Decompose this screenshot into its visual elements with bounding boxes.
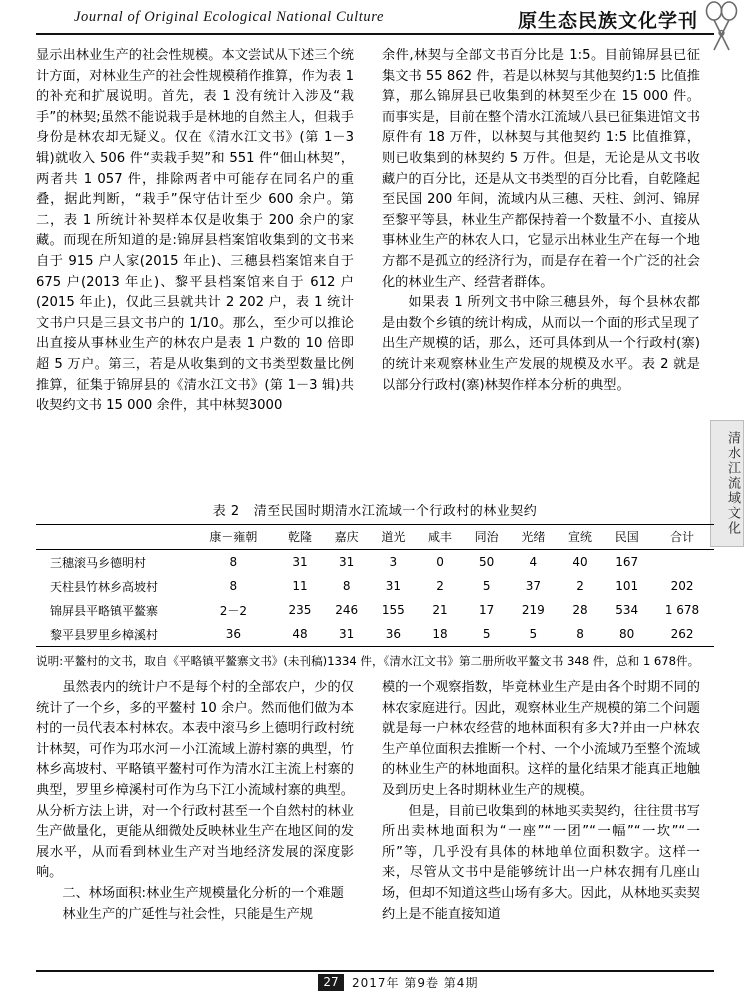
column-header: 民国	[603, 525, 650, 550]
table-row	[36, 574, 714, 598]
cell: 17	[479, 603, 495, 617]
paragraph: 如果表 1 所列文书中除三穗县外，每个县林农都是由数个乡镇的统计构成，从而以一个面的形式呈现了出生产规模的话，那么，还可具体到从一个行政村(寨)的统计来观察林业生产发展的规模及水平。表 2 就是以部分行政村(寨)林契作样本分析的典型。	[382, 295, 700, 393]
cell	[650, 550, 714, 575]
cell: 37	[525, 579, 541, 593]
paragraph: 模的一个观察指数，毕竟林业生产是由各个时期不同的林农家庭进行。因此，观察林业生产规模的第二个问题就是每一户林农经营的地林面积有多大?并由一户林农生产单位面积去推断一个村、一个小流域乃至整个流域的林业生产的林地面积。这样的量化结果才能真正地触及到历史上各时期林业生产的规模。	[382, 680, 700, 798]
table-block	[36, 500, 714, 670]
column-header: 光绪	[510, 525, 557, 550]
cell: 18	[417, 622, 464, 647]
cell-village: 锦屏县平略镇平鳌寨	[50, 603, 159, 618]
cell: 21	[432, 603, 448, 617]
cell: 28	[572, 603, 588, 617]
page-number: 27	[318, 974, 344, 991]
body-column-left	[36, 46, 354, 417]
paragraph: 余件,林契与全部文书百分比是 1:5。目前锦屏县已征集文书 55 862 件，若是以林契与其他契约1:5 比值推算，那么锦屏县已收集到的林契至少在 15 000 件。而事实是，目前在整个清水江流域八县已征集进馆文书原件有 18 万件，以林契与其他契约 1:5 比值推算，则已收集到的林契约 5 万件。但是，无论是从文书收藏户的百分比，还是从文书类型的百分比看，自乾隆起至民国 200 年间，流域内从三穗、天柱、剑河、锦屏至黎平等县，林业生产都保持着一个数量不小、直接从事林业生产的林农人口，它显示出林业生产在每一个地方都不是孤立的经济行为，而是存在着一个广泛的社会化的林业生产、经营者群体。	[382, 48, 700, 290]
issue-info: 2017年 第9卷 第4期	[352, 976, 479, 990]
cell: 40	[557, 550, 604, 575]
cell: 2－2	[219, 603, 247, 618]
cell: 31	[323, 622, 370, 647]
paragraph: 林业生产的广延性与社会性，只能是生产规	[62, 906, 313, 922]
cell: 246	[335, 603, 359, 617]
cell: 1 678	[664, 603, 700, 617]
cell: 0	[417, 550, 464, 575]
column-header: 康－雍朝	[190, 525, 277, 550]
journal-title-chinese: 原生态民族文化学刊	[517, 10, 698, 32]
column-header: 乾隆	[277, 525, 324, 550]
cell: 8	[190, 550, 277, 575]
table-header-row	[36, 525, 714, 550]
cell: 5	[482, 579, 491, 593]
header-divider	[36, 33, 714, 35]
cell: 4	[510, 550, 557, 575]
scissors-ornament-icon	[700, 0, 744, 60]
body-column-right	[382, 46, 700, 396]
forest-contracts-table	[36, 524, 714, 647]
cell: 50	[463, 550, 510, 575]
column-header: 合计	[650, 525, 714, 550]
column-header: 咸丰	[417, 525, 464, 550]
section-heading: 二、林场面积:林业生产规模量化分析的一个难题	[62, 885, 344, 901]
cell: 3	[370, 550, 417, 575]
column-header: 嘉庆	[323, 525, 370, 550]
cell: 11	[292, 579, 308, 593]
column-header: 道光	[370, 525, 417, 550]
cell: 8	[229, 579, 238, 593]
section-side-tab: 清水江流域文化	[710, 420, 744, 547]
cell: 2	[576, 579, 584, 593]
table-note: 说明:平鳌村的文书，取自《平略镇平鳌寨文书》(未刊稿)1334 件，《清水江文书》第二册所收平鳌文书 348 件，总和 1 678件。	[36, 654, 700, 668]
cell: 101	[615, 579, 639, 593]
cell: 235	[288, 603, 312, 617]
table-number: 表 2	[212, 504, 240, 519]
cell: 202	[670, 579, 694, 593]
cell: 5	[510, 622, 557, 647]
page-footer	[0, 970, 750, 994]
cell-village: 三穗滚马乡德明村	[36, 550, 190, 575]
paragraph: 显示出林业生产的社会性规模。本文尝试从下述三个统计方面，对林业生产的社会性规模稍作推算，作为表 1 的补充和扩展说明。首先，表 1 没有统计入涉及“栽手”的林契;虽然不能说栽手是林地的自然主人，但栽手身份是林农却无疑义。仅在《清水江文书》(第 1－3 辑)就收入 506 件“卖栽手契”和 551 件“佃山林契”，两者共 1 057 件，排除两者中可能存在同名户的重叠，据此判断，“栽手”保守估计至少 600 余户。第二，表 1 所统计补契样本仅是收集于 200 余户的家藏。而现在所知道的是:锦屏县档案馆收集到的文书来自于 915 户人家(2015 年止)、三穗县档案馆来自于 675 户(2013 年止)、黎平县档案馆来自于 612 户(2015 年止)，仅此三县就共计 2 202 户，表 1 统计文书户只是三县文书户的 1/10。那么，至少可以推论出直接从事林业生产的林农户是表 1 户数的 10 倍即超 5 万户。第三，若是从收集到的文书类型数量比例推算，征集于锦屏县的《清水江文书》(第 1－3 辑)共收契约文书 15 000 余件，其中林契3000	[36, 48, 354, 414]
cell: 31	[385, 579, 401, 593]
table-caption	[36, 500, 714, 519]
cell: 80	[603, 622, 650, 647]
cell: 155	[381, 603, 405, 617]
lower-column-left	[36, 678, 354, 925]
cell-village: 黎平县罗里乡樟溪村	[36, 622, 190, 647]
cell: 31	[277, 550, 324, 575]
paragraph: 但是，目前已收集到的林地买卖契约，往往贯书写所出卖林地面积为“一座”“一团”“一幅”“一坎”“一所”等，几乎没有具体的林地单位面积数字。这样一来，尽管从文书中是能够统计出一户林农拥有几座山场，但却不知道这些山场有多大。因此，从林地买卖契约上是不能直接知道	[382, 803, 700, 922]
lower-column-right	[382, 678, 700, 925]
cell: 36	[190, 622, 277, 647]
page-header	[0, 0, 750, 38]
table-title-text: 清至民国时期清水江流域一个行政村的林业契约	[253, 504, 538, 519]
journal-title-english: Journal of Original Ecological National Culture	[74, 9, 385, 25]
table-row	[36, 622, 714, 647]
cell: 534	[615, 603, 639, 617]
cell: 8	[342, 579, 351, 593]
cell: 167	[603, 550, 650, 575]
cell: 219	[521, 603, 545, 617]
cell-village: 天柱县竹林乡高坡村	[50, 579, 159, 594]
column-header: 宣统	[557, 525, 604, 550]
cell: 5	[463, 622, 510, 647]
column-header: 同治	[463, 525, 510, 550]
footer-divider	[36, 970, 714, 972]
table-row	[36, 598, 714, 622]
table-row	[36, 550, 714, 575]
cell: 262	[650, 622, 714, 647]
column-header	[36, 525, 190, 550]
cell: 48	[277, 622, 324, 647]
cell: 31	[323, 550, 370, 575]
cell: 8	[557, 622, 604, 647]
cell: 2	[436, 579, 444, 593]
cell: 36	[370, 622, 417, 647]
paragraph: 虽然表内的统计户不是每个村的全部农户，少的仅统计了一个乡，多的平鳌村 10 余户。然而他们做为本村的一员代表本村林农。本表中滚马乡上德明行政村统计林契，可作为邛水河－小江流域上游村寨的典型，竹林乡高坡村、平略镇平鳌村可作为清水江主流上村寨的典型，罗里乡樟溪村可作为乌下江小流域村寨的典型。从分析方法上讲，对一个行政村甚至一个自然村的林业生产做量化，更能从细微处反映林业生产在地区间的发展水平，从而看到林业生产对当地经济发展的深度影响。	[36, 680, 354, 881]
